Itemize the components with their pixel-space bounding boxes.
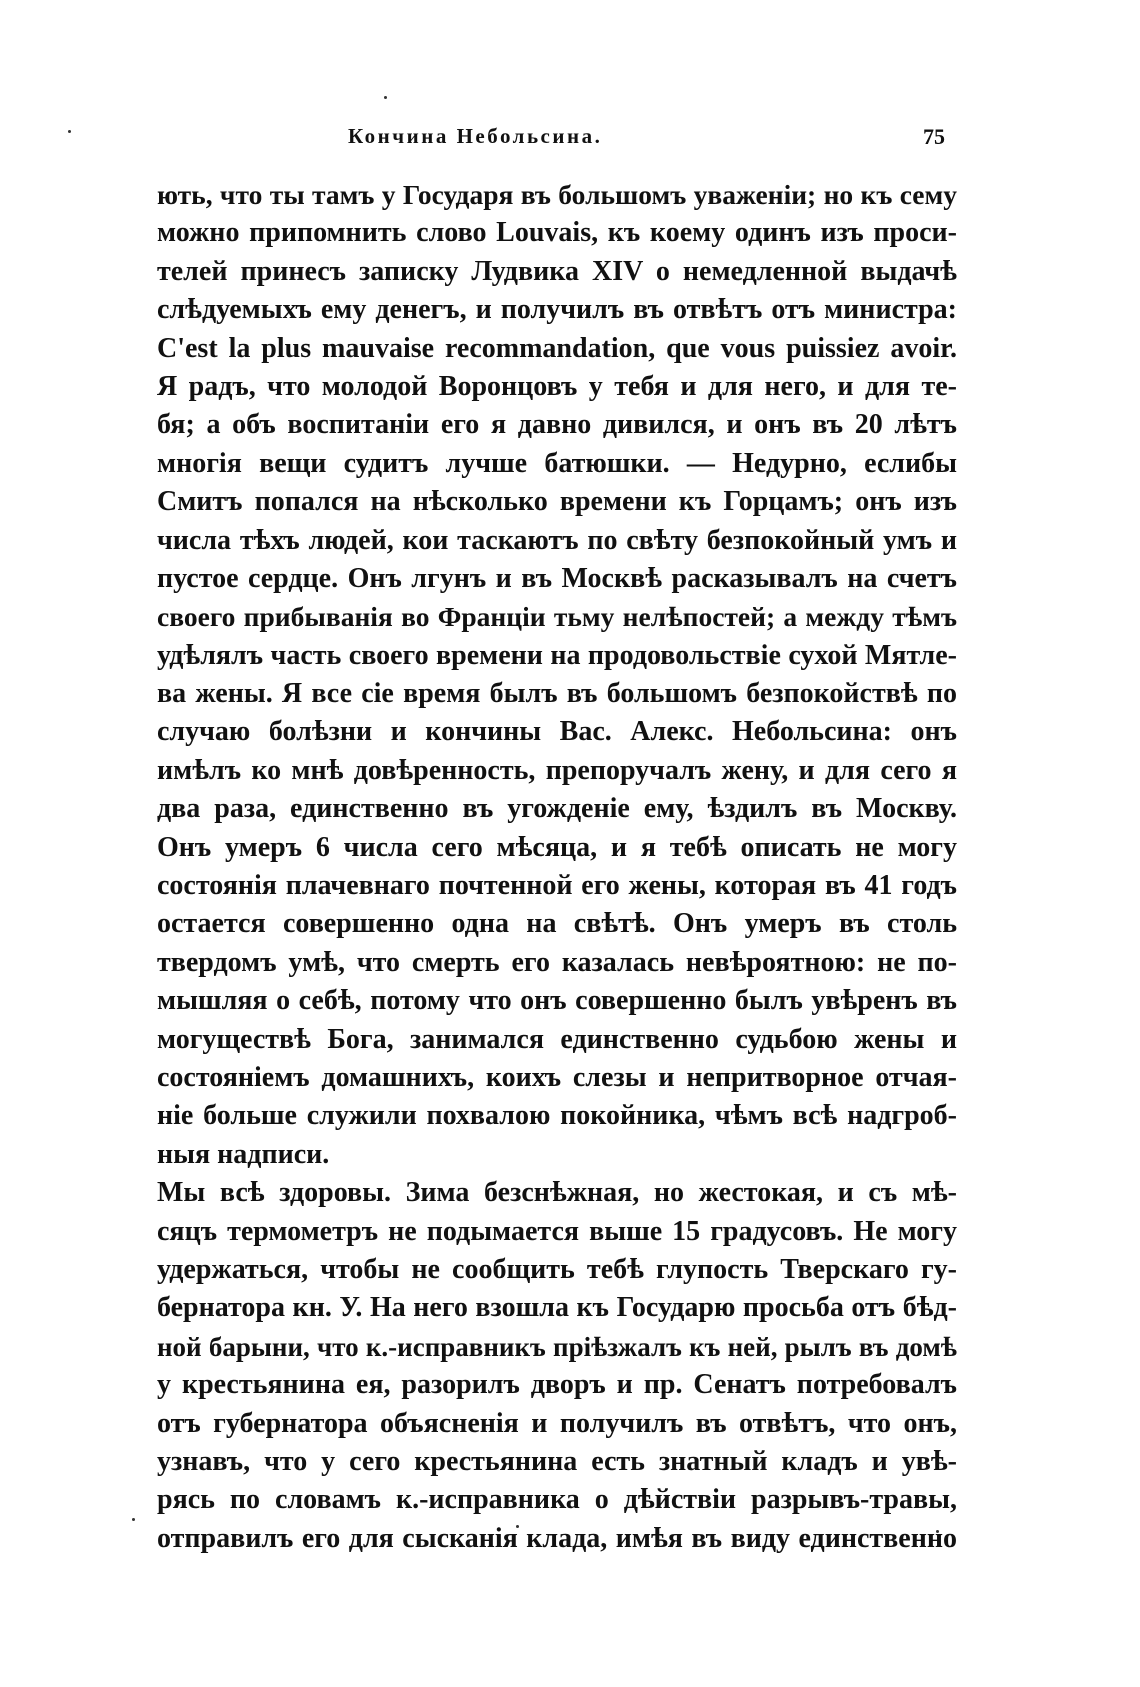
ink-speck xyxy=(384,96,387,99)
text-line: отправилъ его для сысканія клада, имѣя въ виду единственно xyxy=(157,1522,957,1554)
text-line: ніе больше служили похвалою покойника, чѣмъ всѣ надгроб- xyxy=(157,1100,957,1132)
text-line: удержаться, чтобы не сообщить тебѣ глупость Тверскаго гу- xyxy=(157,1253,957,1285)
text-line: бя; а объ воспитаніи его я давно дивился, и онъ въ 20 лѣтъ xyxy=(157,409,957,441)
text-line: отъ губернатора объясненія и получилъ въ отвѣтъ, что онъ, xyxy=(157,1407,957,1439)
text-line: мышляя о себѣ, потому что онъ совершенно былъ увѣренъ въ xyxy=(157,985,957,1017)
text-line: ють, что ты тамъ у Государя въ большомъ уваженіи; но къ сему xyxy=(157,179,957,210)
text-line: можно припомнить слово Louvais, къ коему одинъ изъ проси- xyxy=(157,217,957,249)
text-line: случаю болѣзни и кончины Вас. Алекс. Небольсина: онъ xyxy=(157,716,957,748)
text-line: своего прибыванія во Франціи тьму нелѣпостей; а между тѣмъ xyxy=(157,601,957,633)
text-line: ной барыни, что к.-исправникъ пріѣзжалъ къ ней, рылъ въ домѣ xyxy=(157,1331,957,1362)
text-line: имѣлъ ко мнѣ довѣренность, препоручалъ жену, и для сего я xyxy=(157,754,957,786)
running-header xyxy=(348,124,945,154)
text-line: Смитъ попался на нѣсколько времени къ Горцамъ; онъ изъ xyxy=(157,486,957,518)
text-line: могуществѣ Бога, занимался единственно судьбою жены и xyxy=(157,1023,957,1055)
text-line: телей принесъ записку Лудвика XIV о немедленной выдачѣ xyxy=(157,255,957,287)
ink-speck xyxy=(68,130,71,133)
text-line: слѣдуемыхъ ему денегъ, и получилъ въ отвѣтъ отъ министра: xyxy=(157,294,957,326)
body-text xyxy=(157,176,957,1558)
text-line: пустое сердце. Онъ лгунъ и въ Москвѣ расказывалъ на счетъ xyxy=(157,562,957,594)
text-line: два раза, единственно въ угожденіе ему, ѣздилъ въ Москву. xyxy=(157,793,957,825)
text-line: сяцъ термометръ не подымается выше 15 градусовъ. Не могу xyxy=(157,1215,957,1247)
text-line: Я радъ, что молодой Воронцовъ у тебя и для него, и для те- xyxy=(157,370,957,402)
ink-speck xyxy=(132,1518,135,1521)
text-line: у крестьянина ея, разорилъ дворъ и пр. Сенатъ потребовалъ xyxy=(157,1369,957,1401)
text-line: остается совершенно одна на свѣтѣ. Онъ умеръ въ столь xyxy=(157,908,957,940)
text-line: бернатора кн. У. На него взошла къ Государю просьба отъ бѣд- xyxy=(157,1292,957,1324)
page-number: 75 xyxy=(923,124,945,149)
text-line: Онъ умеръ 6 числа сего мѣсяца, и я тебѣ описать не могу xyxy=(157,831,957,863)
text-line: рясь по словамъ к.-исправника о дѣйствіи разрывъ-травы, xyxy=(157,1484,957,1516)
text-line: удѣлялъ часть своего времени на продовольствіе сухой Мятле- xyxy=(157,639,957,671)
text-line: твердомъ умѣ, что смерть его казалась невѣроятною: не по- xyxy=(157,946,957,978)
text-line: состояніемъ домашнихъ, коихъ слезы и непритворное отчая- xyxy=(157,1061,957,1093)
text-line: состоянія плачевнаго почтенной его жены, которая въ 41 годъ xyxy=(157,870,957,902)
text-line: ныя надписи. xyxy=(157,1138,330,1170)
text-line: числа тѣхъ людей, кои таскаютъ по свѣту безпокойный умъ и xyxy=(157,524,957,556)
text-line: многія вещи судитъ лучше батюшки. — Недурно, еслибы xyxy=(157,447,957,479)
text-line: Мы всѣ здоровы. Зима безснѣжная, но жестокая, и съ мѣ- xyxy=(157,1177,957,1209)
text-line: узнавъ, что у сего крестьянина есть знатный кладъ и увѣ- xyxy=(157,1445,957,1477)
running-title: Кончина Небольсина. xyxy=(348,124,603,148)
text-line: C'est la plus mauvaise recommandation, que vous puissiez avoir. xyxy=(157,332,957,364)
text-line: ва жены. Я все сіе время былъ въ большомъ безпокойствѣ по xyxy=(157,678,957,710)
